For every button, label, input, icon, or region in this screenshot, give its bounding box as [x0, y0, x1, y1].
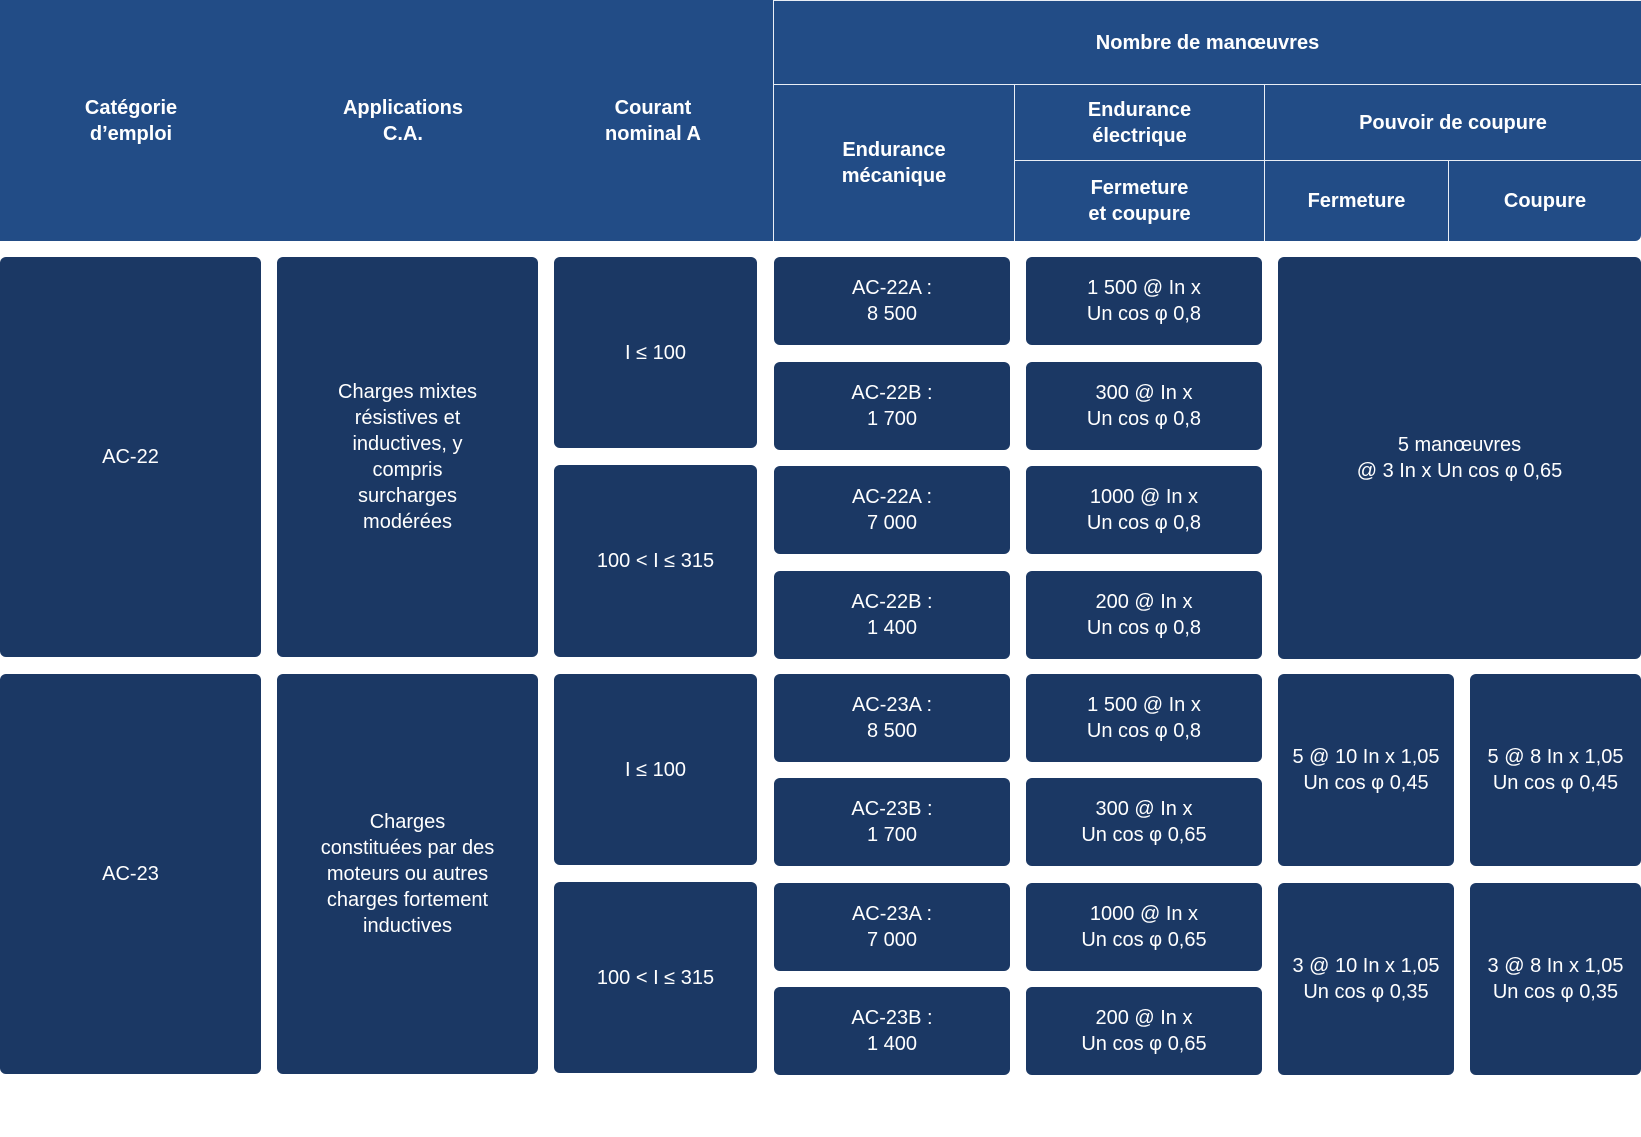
header-coupure: Coupure	[1503, 190, 1587, 212]
cell-endurance-electrique: 1000 @ In x Un cos φ 0,65	[1026, 883, 1262, 971]
cell-fermeture: 3 @ 10 In x 1,05 Un cos φ 0,35	[1278, 883, 1454, 1075]
cell-endurance-electrique: 200 @ In x Un cos φ 0,8	[1026, 571, 1262, 659]
header-categorie: Catégorie d’emploi	[0, 0, 262, 241]
cell-endurance-electrique: 1000 @ In x Un cos φ 0,8	[1026, 466, 1262, 554]
cell-fermeture: 5 @ 10 In x 1,05 Un cos φ 0,45	[1278, 674, 1454, 866]
cell-endurance-electrique: 1 500 @ In x Un cos φ 0,8	[1026, 674, 1262, 762]
header-nombre-manoeuvres: Nombre de manœuvres	[1095, 31, 1320, 54]
cell-endurance-electrique: 300 @ In x Un cos φ 0,8	[1026, 362, 1262, 450]
cell-categorie: AC-22	[0, 257, 261, 657]
cell-coupure: 5 @ 8 In x 1,05 Un cos φ 0,45	[1470, 674, 1641, 866]
cell-endurance-electrique: 300 @ In x Un cos φ 0,65	[1026, 778, 1262, 866]
cell-categorie: AC-23	[0, 674, 261, 1074]
cell-endurance-mecanique: AC-23B : 1 400	[774, 987, 1010, 1075]
header-fermeture: Fermeture	[1307, 190, 1406, 212]
header-endurance-electrique: Endurance électrique	[1087, 98, 1192, 147]
cell-endurance-electrique: 1 500 @ In x Un cos φ 0,8	[1026, 257, 1262, 345]
cell-courant: 100 < I ≤ 315	[554, 882, 757, 1073]
cell-application: Charges mixtes résistives et inductives, y compris surcharges modérées	[277, 257, 538, 657]
header-fermeture-coupure: Fermeture et coupure	[1088, 177, 1191, 225]
cell-pouvoir-coupure: 5 manœuvres @ 3 In x Un cos φ 0,65	[1278, 257, 1641, 659]
cell-endurance-mecanique: AC-23B : 1 700	[774, 778, 1010, 866]
header-applications: Applications C.A.	[272, 0, 534, 241]
cell-endurance-mecanique: AC-22A : 8 500	[774, 257, 1010, 345]
cell-coupure: 3 @ 8 In x 1,05 Un cos φ 0,35	[1470, 883, 1641, 1075]
cell-endurance-electrique: 200 @ In x Un cos φ 0,65	[1026, 987, 1262, 1075]
header-pouvoir-coupure: Pouvoir de coupure	[1359, 111, 1547, 134]
cell-courant: 100 < I ≤ 315	[554, 465, 757, 657]
cell-endurance-mecanique: AC-22A : 7 000	[774, 466, 1010, 554]
cell-endurance-mecanique: AC-22B : 1 400	[774, 571, 1010, 659]
header-courant: Courant nominal A	[548, 0, 758, 241]
cell-endurance-mecanique: AC-22B : 1 700	[774, 362, 1010, 450]
cell-courant: I ≤ 100	[554, 674, 757, 865]
cell-application: Charges constituées par des moteurs ou autres charges fortement inductives	[277, 674, 538, 1074]
header-endurance-mecanique: Endurance mécanique	[841, 139, 947, 187]
cell-endurance-mecanique: AC-23A : 8 500	[774, 674, 1010, 762]
cell-endurance-mecanique: AC-23A : 7 000	[774, 883, 1010, 971]
cell-courant: I ≤ 100	[554, 257, 757, 448]
